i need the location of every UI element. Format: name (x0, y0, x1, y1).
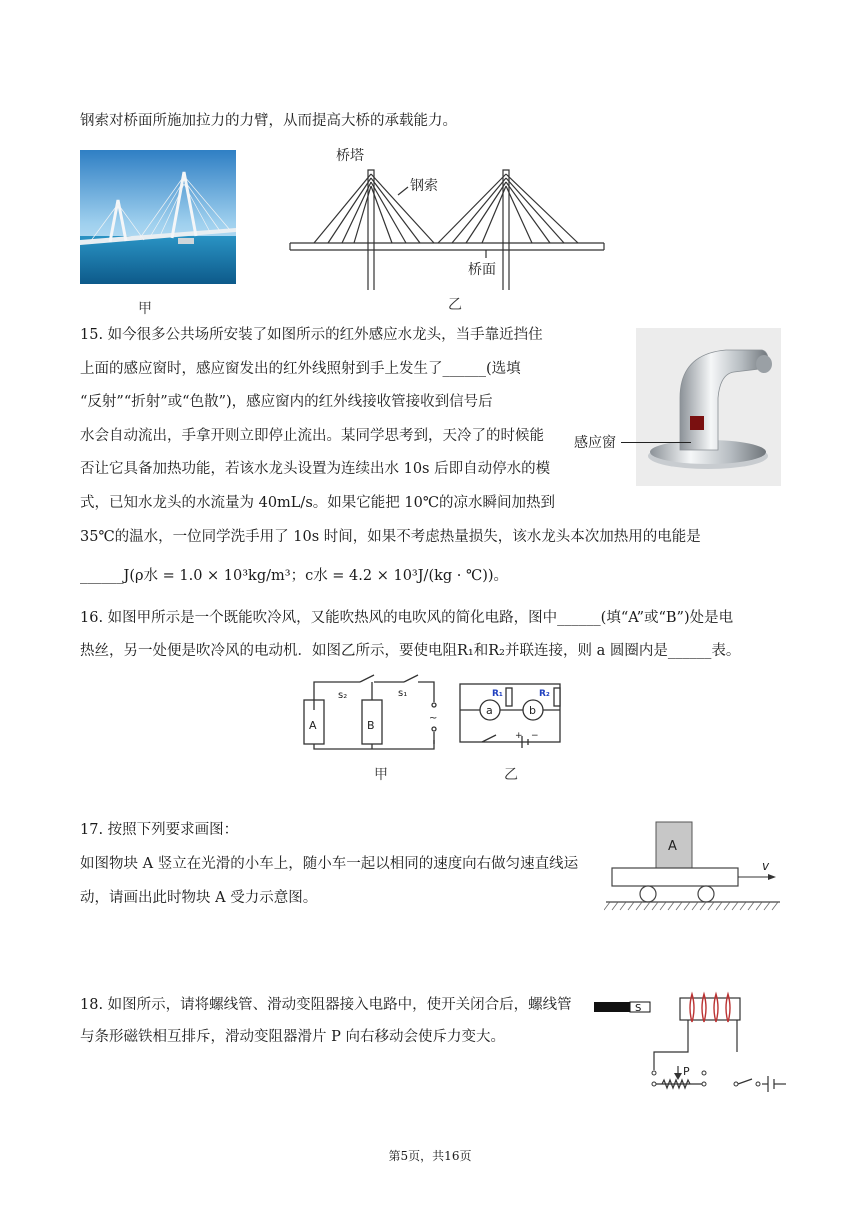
faucet-image (636, 328, 781, 486)
q15-line-1: 15. 如今很多公共场所安装了如图所示的红外感应水龙头，当手靠近挡住 (80, 327, 543, 343)
q15-line-6: 式，已知水龙头的水流量为 40mL/s。如果它能把 10℃的凉水瞬间加热到 (80, 495, 556, 511)
meter-b-label: b (529, 704, 536, 717)
q17-line-1: 17. 按照下列要求画图： (80, 822, 239, 838)
q16-right-caption: 乙 (504, 767, 518, 783)
battery-minus: − (531, 731, 539, 741)
q16-left-caption: 甲 (374, 767, 388, 783)
q15-line-3: “反射”“折射”或“色散”)，感应窗内的红外线接收管接收到信号后 (80, 394, 493, 410)
r2-label: R₂ (539, 689, 550, 699)
box-a-label: A (309, 719, 317, 732)
deck-label: 桥面 (468, 262, 496, 278)
slider-p-label: P (683, 1065, 690, 1078)
q17-line-3: 动，请画出此时物块 A 受力示意图。 (80, 890, 318, 906)
q15-line-8: ______J(ρ水 = 1.0 × 10³kg/m³；c水 = 4.2 × 10³J/(kg · ℃))。 (80, 568, 509, 584)
cable-label: 钢索 (410, 178, 438, 194)
ac-source-symbol: ~ (429, 713, 438, 724)
q15-line-4: 水会自动流出，手拿开则立即停止流出。某同学思考到，天冷了的时候能 (80, 428, 544, 444)
block-a-label: A (668, 839, 677, 854)
velocity-label: v (762, 859, 770, 873)
bridge-photo (80, 150, 236, 284)
q15-line-7: 35℃的温水，一位同学洗手用了 10s 时间，如果不考虑热量损失，该水龙头本次加热用的电能是 (80, 529, 701, 545)
cart-figure (604, 818, 782, 914)
intro-line: 钢索对桥面所施加拉力的力臂，从而提高大桥的承载能力。 (80, 113, 457, 129)
q17-line-2: 如图物块 A 竖立在光滑的小车上，随小车一起以相同的速度向右做匀速直线运 (80, 856, 579, 872)
q16-line-2: 热丝，另一处便是吹冷风的电动机．如图乙所示，要使电阻R₁和R₂并联连接，则 a 圆圈内是______表。 (80, 643, 741, 659)
box-b-label: B (367, 719, 375, 732)
magnet-pole-label: S (635, 1003, 642, 1014)
faucet-label-pointer (621, 442, 691, 443)
diagram-caption: 乙 (448, 297, 462, 313)
q15-line-5: 否让它具备加热功能，若该水龙头设置为连续出水 10s 后即自动停水的模 (80, 461, 551, 477)
switch-s2-label: s₂ (338, 690, 348, 701)
faucet-label: 感应窗 (574, 435, 616, 451)
r1-label: R₁ (492, 689, 503, 699)
page-footer: 第5页，共16页 (388, 1149, 472, 1163)
battery-plus: + (515, 731, 523, 741)
solenoid-figure (592, 990, 788, 1098)
q18-line-1: 18. 如图所示，请将螺线管、滑动变阻器接入电路中，使开关闭合后，螺线管 (80, 997, 572, 1013)
tower-label: 桥塔 (336, 148, 364, 164)
meter-a-label: a (486, 704, 493, 717)
photo-caption: 甲 (138, 301, 152, 317)
bridge-diagram (288, 140, 608, 290)
switch-s1-label: s₁ (398, 688, 408, 699)
q16-line-1: 16. 如图甲所示是一个既能吹冷风，又能吹热风的电吹风的简化电路，图中______(填“A”或“B”)处是电 (80, 610, 734, 626)
q18-line-2: 与条形磁铁相互排斥，滑动变阻器滑片 P 向右移动会使斥力变大。 (80, 1029, 505, 1045)
q15-line-2: 上面的感应窗时，感应窗发出的红外线照射到手上发生了______(选填 (80, 361, 521, 377)
q16-circuits (292, 672, 572, 784)
